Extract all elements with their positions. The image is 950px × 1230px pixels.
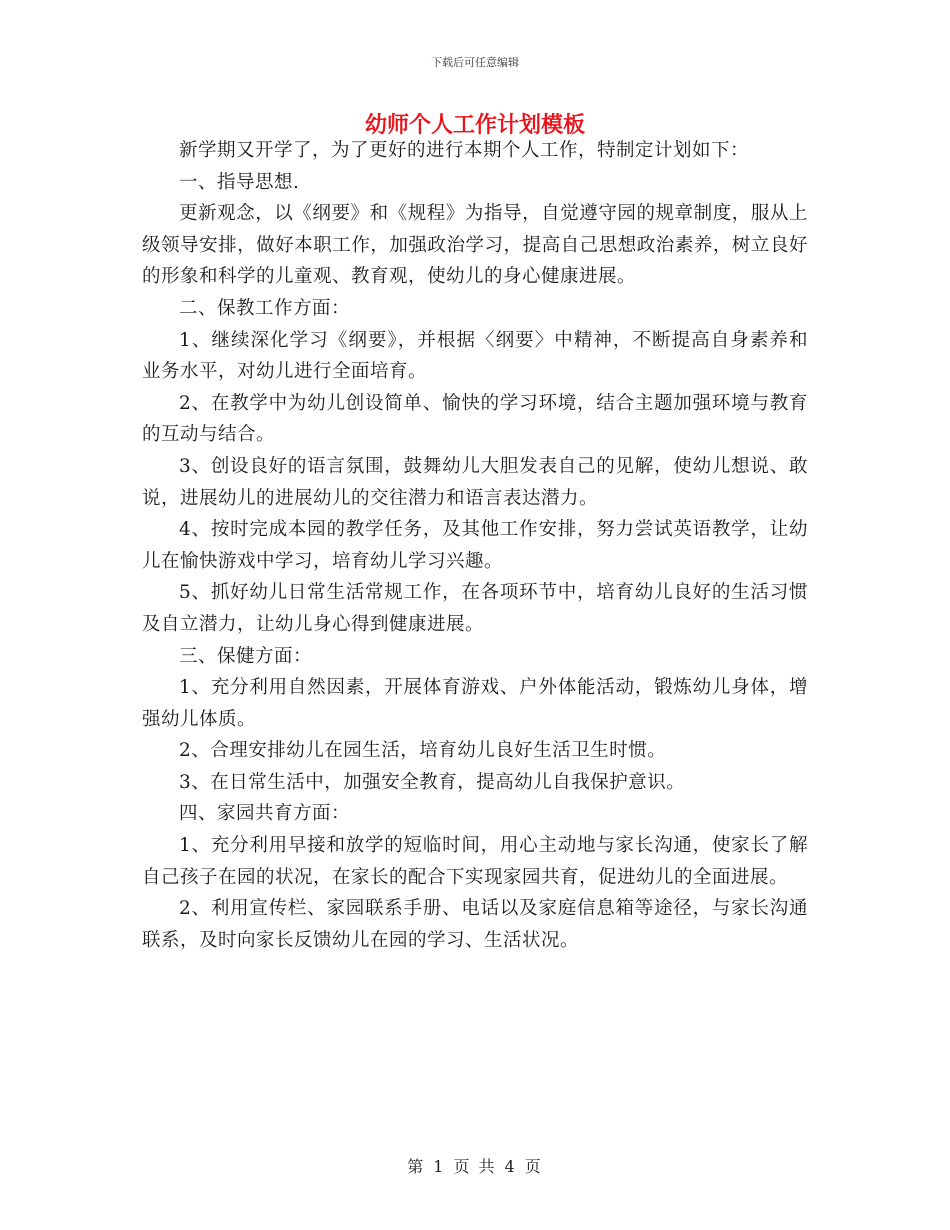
list-item-health-1: 1、充分利用自然因素，开展体育游戏、户外体能活动，锻炼幼儿身体，增强幼儿体质。 [142, 677, 808, 730]
list-item-education-3: 3、创设良好的语言氛围，鼓舞幼儿大胆发表自己的见解，使幼儿想说、敢说，进展幼儿的进展幼儿的交往潜力和语言表达潜力。 [142, 455, 808, 509]
footer-total-pages: 4 [504, 1157, 517, 1176]
section-heading-home-school: 四、家园共育方面： [179, 803, 351, 825]
list-item-education-4: 4、按时完成本园的教学任务，及其他工作安排，努力尝试英语教学，让幼儿在愉快游戏中学习，培育幼儿学习兴趣。 [142, 519, 808, 572]
list-item-health-2: 2、合理安排幼儿在园生活，培育幼儿良好生活卫生时惯。 [179, 740, 667, 762]
paragraph-guiding-ideology: 更新观念，以《纲要》和《规程》为指导，自觉遵守园的规章制度，服从上级领导安排，做好本职工作，加强政治学习，提高自己思想政治素养，树立良好的形象和科学的儿童观、教育观，使幼儿的身心健康进展。 [142, 203, 808, 288]
list-item-education-5: 5、抓好幼儿日常生活常规工作，在各项环节中，培育幼儿良好的生活习惯及自立潜力，让幼儿身心得到健康进展。 [142, 582, 808, 635]
document-body [142, 135, 808, 956]
footer-suffix: 页 [524, 1157, 543, 1176]
list-item-education-1: 1、继续深化学习《纲要》，并根据〈纲要〉中精神，不断提高自身素养和业务水平，对幼儿进行全面培育。 [142, 329, 808, 383]
section-heading-health-care: 三、保健方面： [179, 645, 313, 667]
section-heading-education-work: 二、保教工作方面： [179, 297, 351, 319]
page-footer [0, 1154, 950, 1177]
footer-middle: 页 共 [453, 1157, 497, 1176]
list-item-home-school-2: 2、利用宣传栏、家园联系手册、电话以及家庭信息箱等途径，与家长沟通联系，及时向家长反馈幼儿在园的学习、生活状况。 [142, 898, 808, 951]
footer-prefix: 第 [407, 1157, 426, 1176]
list-item-home-school-1: 1、充分利用早接和放学的短临时间，用心主动地与家长沟通，使家长了解自己孩子在园的状况，在家长的配合下实现家园共育，促进幼儿的全面进展。 [142, 835, 808, 888]
footer-current-page: 1 [433, 1157, 446, 1176]
paragraph-intro: 新学期又开学了，为了更好的进行本期个人工作，特制定计划如下： [179, 140, 750, 161]
list-item-education-2: 2、在教学中为幼儿创设简单、愉快的学习环境，结合主题加强环境与教育的互动与结合。 [142, 392, 808, 446]
document-title: 幼师个人工作计划模板 [364, 112, 585, 138]
section-heading-guiding-ideology: 一、指导思想. [179, 171, 300, 193]
page-header-note: 下载后可任意编辑 [431, 56, 519, 69]
list-item-health-3: 3、在日常生活中，加强安全教育，提高幼儿自我保护意识。 [179, 771, 686, 793]
